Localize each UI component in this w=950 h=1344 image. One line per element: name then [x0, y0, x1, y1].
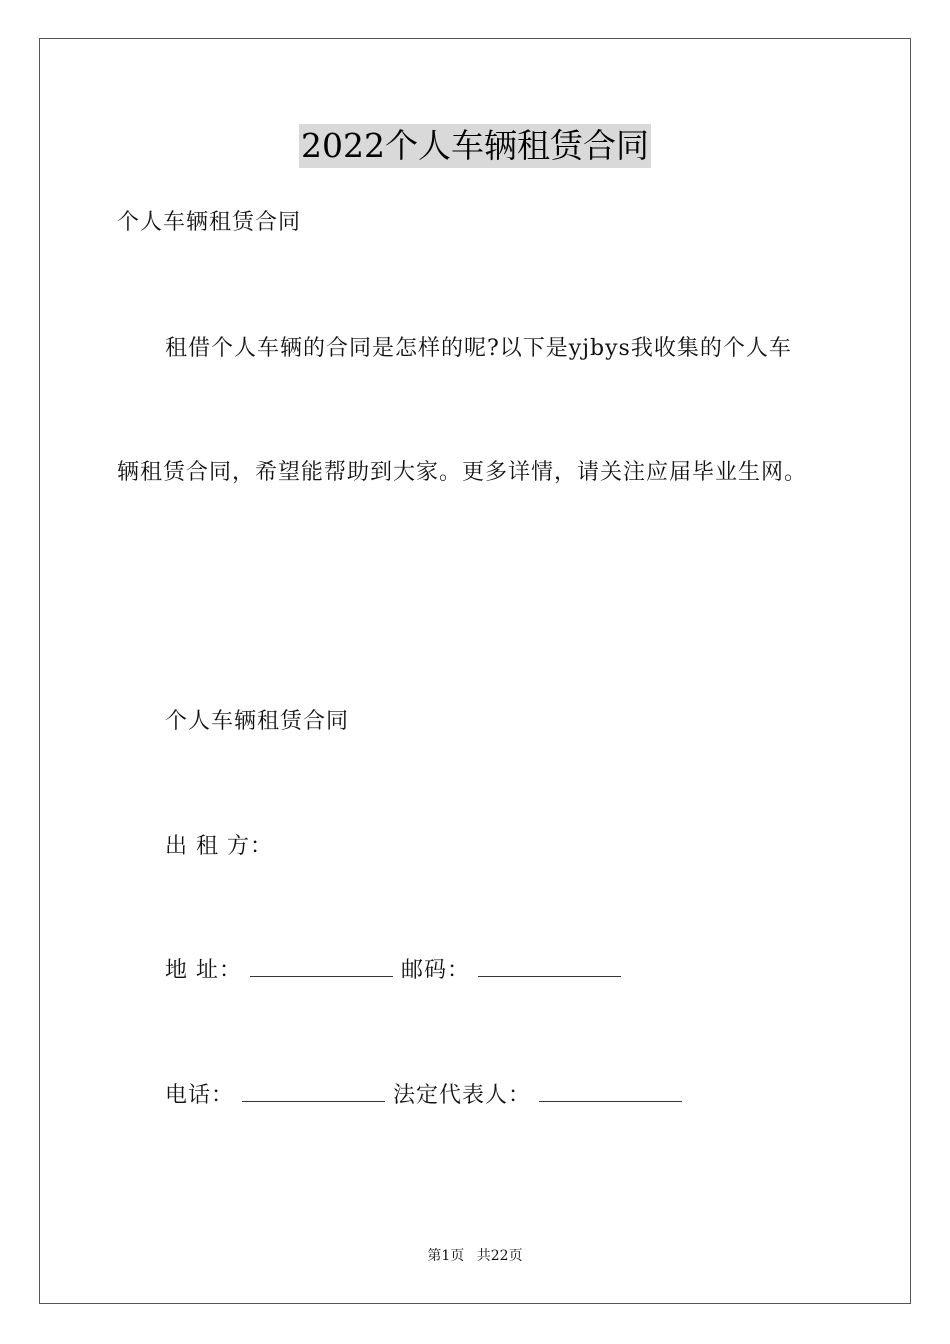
page-footer: [0, 1247, 950, 1265]
legal-rep-blank[interactable]: [539, 1081, 682, 1102]
phone-blank[interactable]: [242, 1081, 385, 1102]
address-label: 地 址：: [165, 958, 242, 983]
postcode-label: 邮码：: [401, 958, 471, 983]
lessor-label: 出 租 方：: [165, 834, 273, 859]
address-row: [165, 956, 629, 986]
contract-heading: 个人车辆租赁合同: [165, 709, 350, 734]
phone-row: [165, 1081, 690, 1111]
legal-rep-label: 法定代表人：: [393, 1083, 532, 1108]
postcode-blank[interactable]: [478, 956, 621, 977]
address-blank[interactable]: [250, 956, 393, 977]
page-current: 第1页: [427, 1248, 465, 1264]
document-subtitle: 个人车辆租赁合同: [117, 210, 302, 235]
page-total: 共22页: [476, 1248, 523, 1264]
title-wrap: [0, 124, 950, 168]
intro-line-1: 租借个人车辆的合同是怎样的呢?以下是yjbys我收集的个人车: [165, 336, 792, 361]
phone-label: 电话：: [165, 1083, 235, 1108]
document-title: 2022个人车辆租赁合同: [299, 124, 651, 168]
intro-line-2: 辆租赁合同，希望能帮助到大家。更多详情，请关注应届毕业生网。: [117, 460, 808, 485]
